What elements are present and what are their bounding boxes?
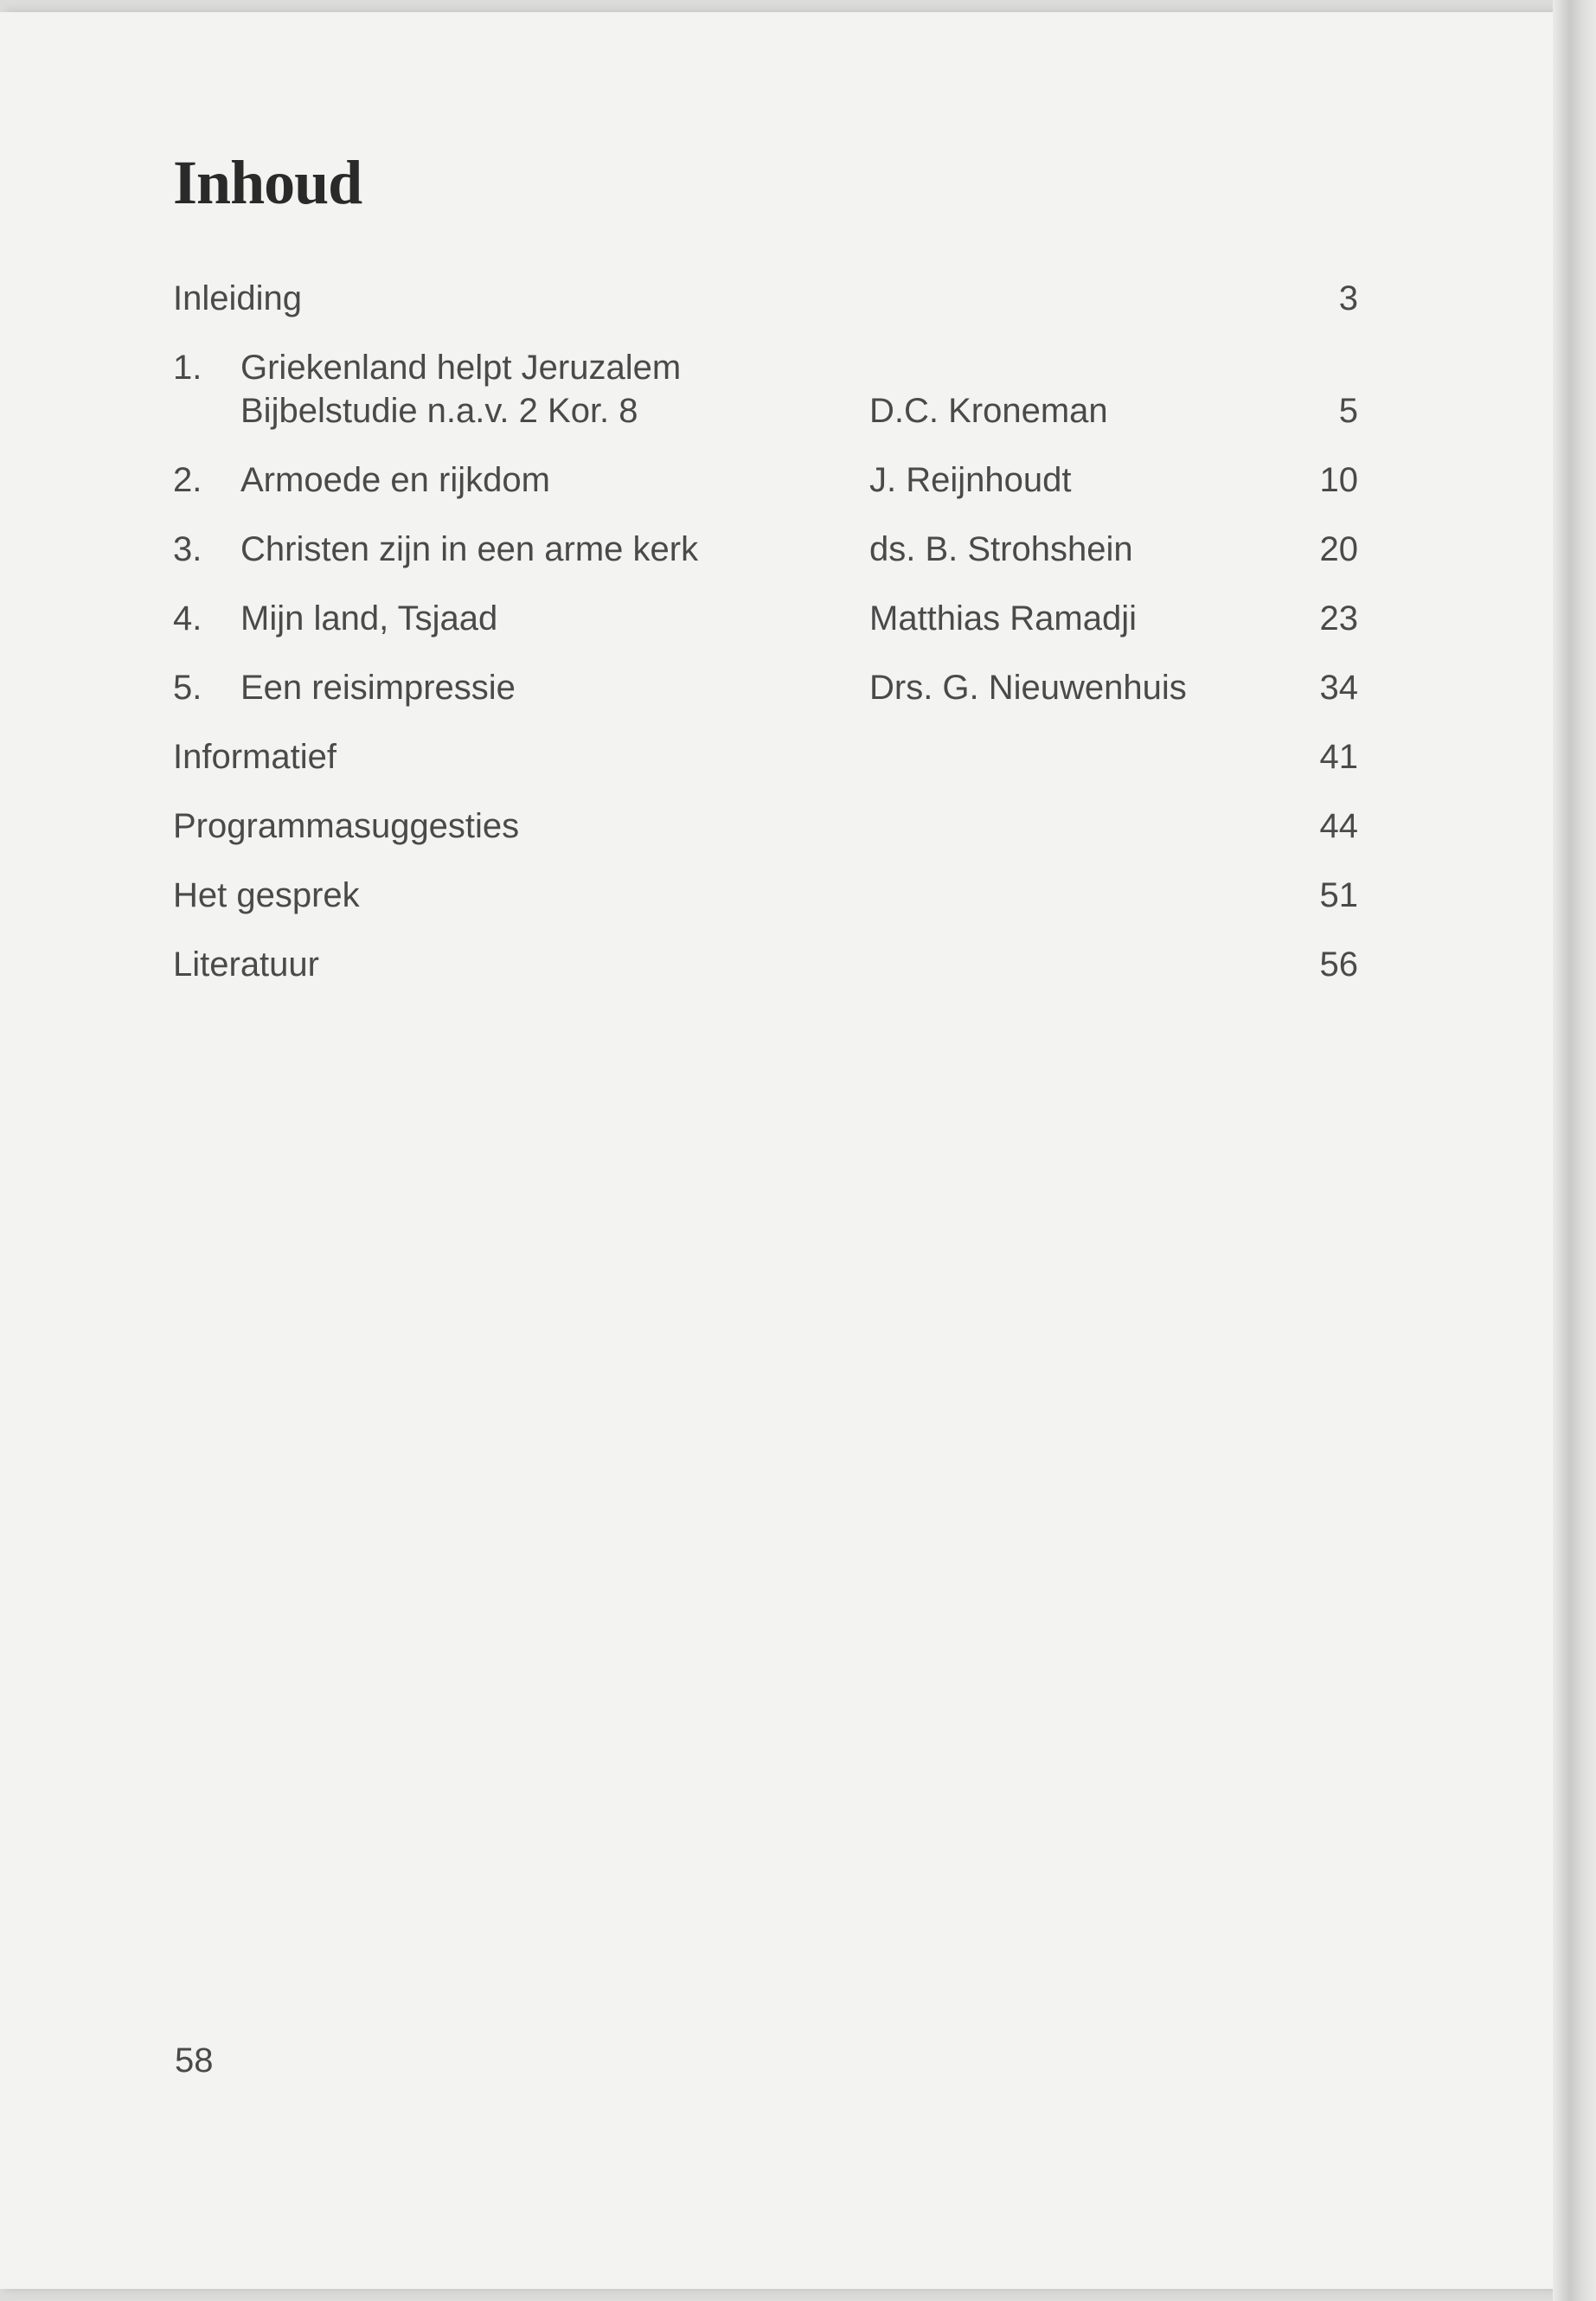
toc-entry-chapter-1[interactable] <box>0 389 1596 433</box>
toc-entry-title: Christen zijn in een arme kerk <box>240 530 699 568</box>
toc-entry-title: Een reisimpressie <box>240 669 516 707</box>
page-number: 58 <box>175 2041 214 2080</box>
toc-entry-title: Armoede en rijkdom <box>240 461 550 499</box>
toc-entry-page: 23 <box>1319 599 1358 638</box>
toc-entry-number: 4. <box>173 599 202 638</box>
toc-entry-chapter-4[interactable] <box>0 597 1596 640</box>
toc-entry-number: 5. <box>173 669 202 707</box>
page-title: Inhoud <box>173 148 362 217</box>
toc-entry-chapter-3[interactable] <box>0 528 1596 571</box>
toc-entry-chapter-5[interactable] <box>0 666 1596 709</box>
toc-entry-intro[interactable] <box>0 277 1596 320</box>
toc-entry-het-gesprek[interactable] <box>0 874 1596 917</box>
toc-entry-author: Matthias Ramadji <box>869 599 1138 638</box>
toc-entry-author: ds. B. Strohshein <box>869 530 1133 568</box>
toc-entry-page: 51 <box>1319 876 1358 914</box>
toc-entry-programmasuggesties[interactable] <box>0 804 1596 848</box>
toc-entry-author: D.C. Kroneman <box>869 392 1108 430</box>
toc-entry-page: 41 <box>1319 738 1358 776</box>
toc-entry-page: 20 <box>1319 530 1358 568</box>
toc-entry-page: 3 <box>1338 279 1358 317</box>
toc-entry-number: 1. <box>173 349 202 387</box>
toc-entry-title: Griekenland helpt Jeruzalem <box>240 349 682 387</box>
toc-entry-label: Informatief <box>173 738 337 776</box>
toc-entry-literatuur[interactable] <box>0 943 1596 986</box>
toc-entry-title: Mijn land, Tsjaad <box>240 599 498 638</box>
toc-entry-page: 44 <box>1319 807 1358 845</box>
toc-entry-chapter-2[interactable] <box>0 458 1596 502</box>
toc-entry-chapter-1-title[interactable] <box>0 346 1596 389</box>
toc-entry-author: Drs. G. Nieuwenhuis <box>869 669 1187 707</box>
toc-entry-label: Inleiding <box>173 279 303 317</box>
toc-entry-author: J. Reijnhoudt <box>869 461 1072 499</box>
toc-entry-label: Programmasuggesties <box>173 807 520 845</box>
toc-entry-label: Het gesprek <box>173 876 360 914</box>
toc-entry-page: 5 <box>1338 392 1358 430</box>
toc-entry-number: 2. <box>173 461 202 499</box>
toc-entry-page: 56 <box>1319 945 1358 984</box>
toc-entry-number: 3. <box>173 530 202 568</box>
toc-entry-informatief[interactable] <box>0 735 1596 779</box>
toc-entry-page: 10 <box>1319 461 1358 499</box>
toc-entry-label: Literatuur <box>173 945 319 984</box>
toc-entry-subtitle: Bijbelstudie n.a.v. 2 Kor. 8 <box>240 392 638 430</box>
toc-entry-page: 34 <box>1319 669 1358 707</box>
